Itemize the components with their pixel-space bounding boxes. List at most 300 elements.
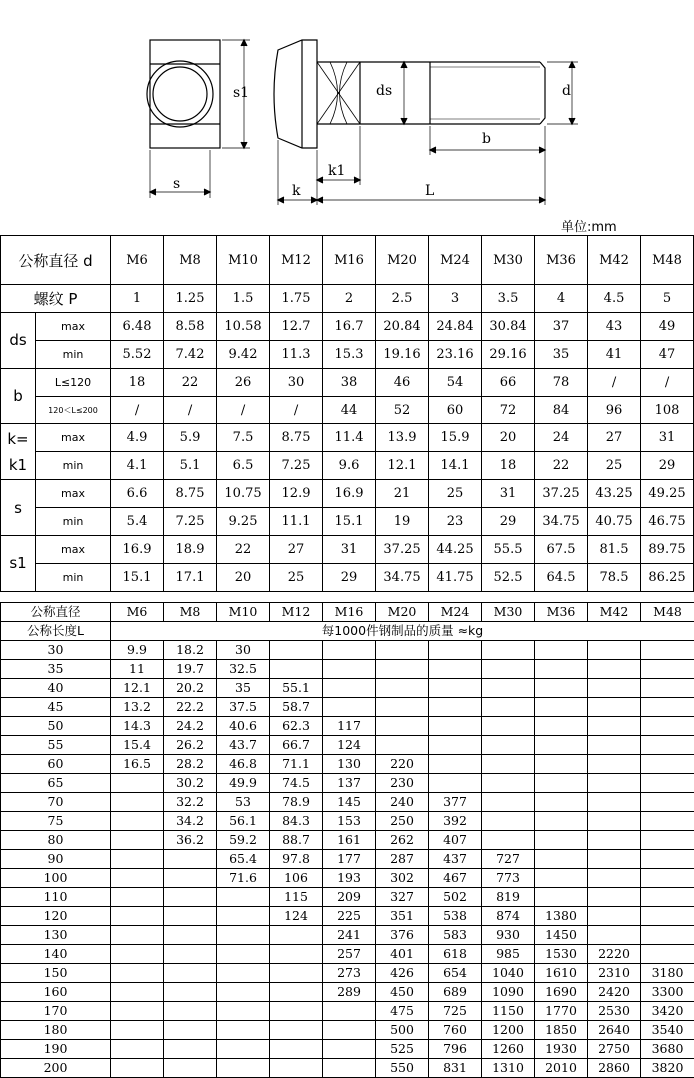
size-header: M42 [588,236,641,285]
table-cell [111,907,164,926]
group-label-b: b [1,368,36,424]
table-cell: 29 [323,563,376,591]
table-cell [270,926,323,945]
table-cell: 3300 [641,983,694,1002]
mass-caption: 每1000件钢制品的质量 ≈kg [111,622,694,641]
table-cell: 60 [429,396,482,424]
end-view [147,40,250,198]
table-cell [588,774,641,793]
t-bolt-drawing [0,0,694,215]
table-cell: 689 [429,983,482,1002]
table-cell [535,641,588,660]
table-cell: 41.75 [429,563,482,591]
table-cell [588,679,641,698]
table-row [1,945,694,964]
table-cell: / [111,396,164,424]
table-cell: 11.4 [323,424,376,452]
table-cell: 502 [429,888,482,907]
table-cell [535,869,588,888]
table-cell: 760 [429,1021,482,1040]
table-cell [482,812,535,831]
table-cell: 49 [641,312,694,340]
table-row [1,907,694,926]
table-cell: 86.25 [641,563,694,591]
table-cell [482,698,535,717]
group-label-s1: s1 [1,536,36,592]
table-cell [376,679,429,698]
table-cell: 302 [376,869,429,888]
table-cell [376,717,429,736]
table-cell [323,1040,376,1059]
mass-header-label: 公称直径 [1,603,111,622]
table-cell: 250 [376,812,429,831]
table-cell [217,907,270,926]
table-cell [429,698,482,717]
length-value: 150 [1,964,111,983]
table-cell: 262 [376,831,429,850]
table-cell: 25 [270,563,323,591]
table-cell: 36.2 [164,831,217,850]
table-cell: 66.7 [270,736,323,755]
table-cell: 56.1 [217,812,270,831]
table-cell [376,660,429,679]
table-cell [270,1021,323,1040]
table-cell: 26.2 [164,736,217,755]
table-row [1,964,694,983]
table-cell: 538 [429,907,482,926]
table-cell: 19.16 [376,340,429,368]
table-cell: 30 [270,368,323,396]
table-cell [217,945,270,964]
table-cell: 1040 [482,964,535,983]
table-cell [429,755,482,774]
table-cell: 1090 [482,983,535,1002]
table-cell: 2640 [588,1021,641,1040]
table-cell: 52.5 [482,563,535,591]
table-cell [641,850,694,869]
table-cell: 1850 [535,1021,588,1040]
table-cell: 3180 [641,964,694,983]
table-cell [217,1021,270,1040]
table-cell: 7.25 [164,508,217,536]
table-cell [535,774,588,793]
table-cell: 273 [323,964,376,983]
mass-table [0,602,694,1078]
table-cell [323,679,376,698]
length-value: 170 [1,1002,111,1021]
table-cell: 97.8 [270,850,323,869]
table-cell: 43 [588,312,641,340]
table-cell: 874 [482,907,535,926]
table-cell: 467 [429,869,482,888]
table-cell [641,926,694,945]
table-cell: 4.5 [588,285,641,313]
table-cell: 124 [323,736,376,755]
table-cell: 20.84 [376,312,429,340]
table-cell [482,717,535,736]
table-cell [641,888,694,907]
length-value: 160 [1,983,111,1002]
table-cell: 5 [641,285,694,313]
table-cell: 29 [482,508,535,536]
length-value: 75 [1,812,111,831]
table-cell [535,831,588,850]
table-cell: 59.2 [217,831,270,850]
table-cell: 15.1 [111,563,164,591]
table-cell: 43.25 [588,480,641,508]
table-cell [535,812,588,831]
size-header: M10 [217,236,270,285]
table-cell: 22 [535,452,588,480]
table-cell [164,888,217,907]
table-cell: 153 [323,812,376,831]
group-label-k [1,424,36,480]
length-value: 50 [1,717,111,736]
table-cell: 18 [482,452,535,480]
table-cell [111,774,164,793]
table-cell: 1 [111,285,164,313]
table-cell [164,964,217,983]
table-row [1,736,694,755]
table-cell: 22.2 [164,698,217,717]
table-cell: 8.75 [164,480,217,508]
table-cell [641,869,694,888]
table-cell: 727 [482,850,535,869]
table-cell: 49.9 [217,774,270,793]
table-cell: 2530 [588,1002,641,1021]
table-cell [217,1040,270,1059]
table-cell: 145 [323,793,376,812]
table-cell: 27 [588,424,641,452]
table-cell: 14.1 [429,452,482,480]
table-cell: 38 [323,368,376,396]
table-cell [588,641,641,660]
table-cell [323,660,376,679]
length-value: 190 [1,1040,111,1059]
size-header: M12 [270,236,323,285]
table-cell: 161 [323,831,376,850]
side-view [274,40,578,205]
table-cell: 23.16 [429,340,482,368]
size-header: M30 [482,236,535,285]
sub-label: min [36,508,111,536]
size-header: M16 [323,236,376,285]
table-cell [164,869,217,888]
table-cell: 21 [376,480,429,508]
table-cell [588,907,641,926]
size-header: M48 [641,603,694,622]
table-row [1,641,694,660]
length-value: 40 [1,679,111,698]
table-cell: 40.75 [588,508,641,536]
table-cell: 1450 [535,926,588,945]
table-cell [482,736,535,755]
table-cell [164,1021,217,1040]
table-cell: 19 [376,508,429,536]
table-cell [111,1002,164,1021]
table-cell [641,641,694,660]
table-cell: 31 [641,424,694,452]
table-cell: 11 [111,660,164,679]
table-cell: 550 [376,1059,429,1078]
size-header: M48 [641,236,694,285]
table-row [1,698,694,717]
table-cell: 377 [429,793,482,812]
size-header: M36 [535,236,588,285]
table-cell: 1260 [482,1040,535,1059]
table-row [1,679,694,698]
table-row [1,1059,694,1078]
table-cell: 12.1 [111,679,164,698]
table-cell: 55.1 [270,679,323,698]
table-cell: 13.9 [376,424,429,452]
table-cell [641,774,694,793]
table-cell [482,774,535,793]
table-cell: 130 [323,755,376,774]
table-cell [323,698,376,717]
table-cell [111,926,164,945]
table-cell: 10.58 [217,312,270,340]
table-cell [323,641,376,660]
table-row [1,755,694,774]
header-nominal-diameter: 公称直径 d [1,236,111,285]
table-cell [588,850,641,869]
table-row [1,774,694,793]
table-cell: 475 [376,1002,429,1021]
length-value: 200 [1,1059,111,1078]
length-value: 30 [1,641,111,660]
table-row [1,983,694,1002]
length-value: 100 [1,869,111,888]
table-cell: 62.3 [270,717,323,736]
table-cell: 34.2 [164,812,217,831]
table-cell: 32.2 [164,793,217,812]
table-cell: 2 [323,285,376,313]
table-cell [164,850,217,869]
table-cell: / [588,368,641,396]
table-cell [270,641,323,660]
table-cell [588,869,641,888]
table-cell: 44.25 [429,536,482,564]
table-cell [535,793,588,812]
table-cell: 84.3 [270,812,323,831]
table-cell: 654 [429,964,482,983]
table-cell [111,831,164,850]
table-cell: 392 [429,812,482,831]
table-cell: 20.2 [164,679,217,698]
table-cell [164,1002,217,1021]
table-cell: 351 [376,907,429,926]
table-cell: 46 [376,368,429,396]
table-cell: 773 [482,869,535,888]
table-cell [164,926,217,945]
table-cell [323,1059,376,1078]
table-row [1,831,694,850]
table-cell: 1610 [535,964,588,983]
table-cell: 54 [429,368,482,396]
table-cell: 500 [376,1021,429,1040]
table-cell [111,983,164,1002]
table-cell [111,945,164,964]
size-header: M6 [111,603,164,622]
table-cell [641,717,694,736]
table-cell [164,983,217,1002]
table-cell: 40.6 [217,717,270,736]
table-cell [111,812,164,831]
table-cell [270,660,323,679]
table-cell [429,774,482,793]
sub-label: max [36,424,111,452]
table-cell: 65.4 [217,850,270,869]
table-cell: 30.84 [482,312,535,340]
table-cell: 240 [376,793,429,812]
table-cell: 3 [429,285,482,313]
table-cell: 137 [323,774,376,793]
table-cell: 25 [588,452,641,480]
table-cell [111,1040,164,1059]
table-cell: 34.75 [376,563,429,591]
table-cell: 2010 [535,1059,588,1078]
size-header: M24 [429,603,482,622]
table-cell: 7.5 [217,424,270,452]
table-cell: 1690 [535,983,588,1002]
table-cell: 26 [217,368,270,396]
table-cell: 24.2 [164,717,217,736]
table-cell [111,793,164,812]
table-cell: 17.1 [164,563,217,591]
table-cell [270,1040,323,1059]
length-value: 120 [1,907,111,926]
table-cell [429,717,482,736]
group-label-s: s [1,480,36,536]
table-cell: 819 [482,888,535,907]
label-k1: k1 [328,163,345,179]
table-cell: 1530 [535,945,588,964]
table-cell [164,1040,217,1059]
table-cell: 2420 [588,983,641,1002]
table-cell [429,641,482,660]
table-cell [376,698,429,717]
length-label: 公称长度L [1,622,111,641]
table-cell: 18.9 [164,536,217,564]
label-b: b [482,131,491,147]
sub-label: L≤120 [36,368,111,396]
table-cell: 29 [641,452,694,480]
size-header: M42 [588,603,641,622]
table-cell: 241 [323,926,376,945]
table-cell [588,698,641,717]
table-cell: 2860 [588,1059,641,1078]
size-header: M24 [429,236,482,285]
size-header: M10 [217,603,270,622]
table-cell: / [270,396,323,424]
table-cell [323,1002,376,1021]
table-cell [641,831,694,850]
table-cell: 30.2 [164,774,217,793]
table-cell [376,641,429,660]
table-cell [270,1059,323,1078]
size-header: M8 [164,603,217,622]
table-cell: 58.7 [270,698,323,717]
table-cell [323,1021,376,1040]
sub-label: max [36,312,111,340]
size-header: M8 [164,236,217,285]
table-cell: 796 [429,1040,482,1059]
table-cell: 24 [535,424,588,452]
table-cell: 220 [376,755,429,774]
table-cell: 3680 [641,1040,694,1059]
table-row [1,812,694,831]
table-cell [217,926,270,945]
label-k: k [292,183,301,199]
table-cell: 25 [429,480,482,508]
table-cell [588,736,641,755]
table-cell [588,812,641,831]
table-cell: 618 [429,945,482,964]
table-cell [641,698,694,717]
table-cell: 29.16 [482,340,535,368]
table-cell: 106 [270,869,323,888]
label-s: s [173,176,180,192]
table-cell: 327 [376,888,429,907]
table-cell: 20 [217,563,270,591]
table-cell [111,964,164,983]
table-cell [217,888,270,907]
table-cell [588,831,641,850]
k1-label: k1 [1,456,35,474]
dimension-table [0,235,694,592]
length-value: 70 [1,793,111,812]
table-cell [588,888,641,907]
table-cell: 6.6 [111,480,164,508]
table-cell: 124 [270,907,323,926]
table-cell: 3820 [641,1059,694,1078]
table-cell: 88.7 [270,831,323,850]
table-cell: 28.2 [164,755,217,774]
table-cell: 376 [376,926,429,945]
table-cell: 450 [376,983,429,1002]
table-cell: 177 [323,850,376,869]
table-cell: 24.84 [429,312,482,340]
table-cell: 96 [588,396,641,424]
sub-label: min [36,563,111,591]
table-cell: 18.2 [164,641,217,660]
table-cell: / [164,396,217,424]
table-cell: 14.3 [111,717,164,736]
table-cell: 12.1 [376,452,429,480]
length-value: 130 [1,926,111,945]
table-cell [535,755,588,774]
label-d: d [562,83,571,99]
table-cell: 13.2 [111,698,164,717]
table-cell: 1200 [482,1021,535,1040]
table-cell: 2220 [588,945,641,964]
table-cell [429,736,482,755]
thread-label: 螺纹 P [1,285,111,313]
length-value: 90 [1,850,111,869]
table-row [1,869,694,888]
table-cell [641,793,694,812]
table-cell: 37.5 [217,698,270,717]
sub-label: max [36,480,111,508]
table-cell: 16.7 [323,312,376,340]
table-cell: 31 [323,536,376,564]
table-cell [588,926,641,945]
length-value: 80 [1,831,111,850]
table-cell: 1310 [482,1059,535,1078]
table-cell: 583 [429,926,482,945]
table-cell: 15.4 [111,736,164,755]
